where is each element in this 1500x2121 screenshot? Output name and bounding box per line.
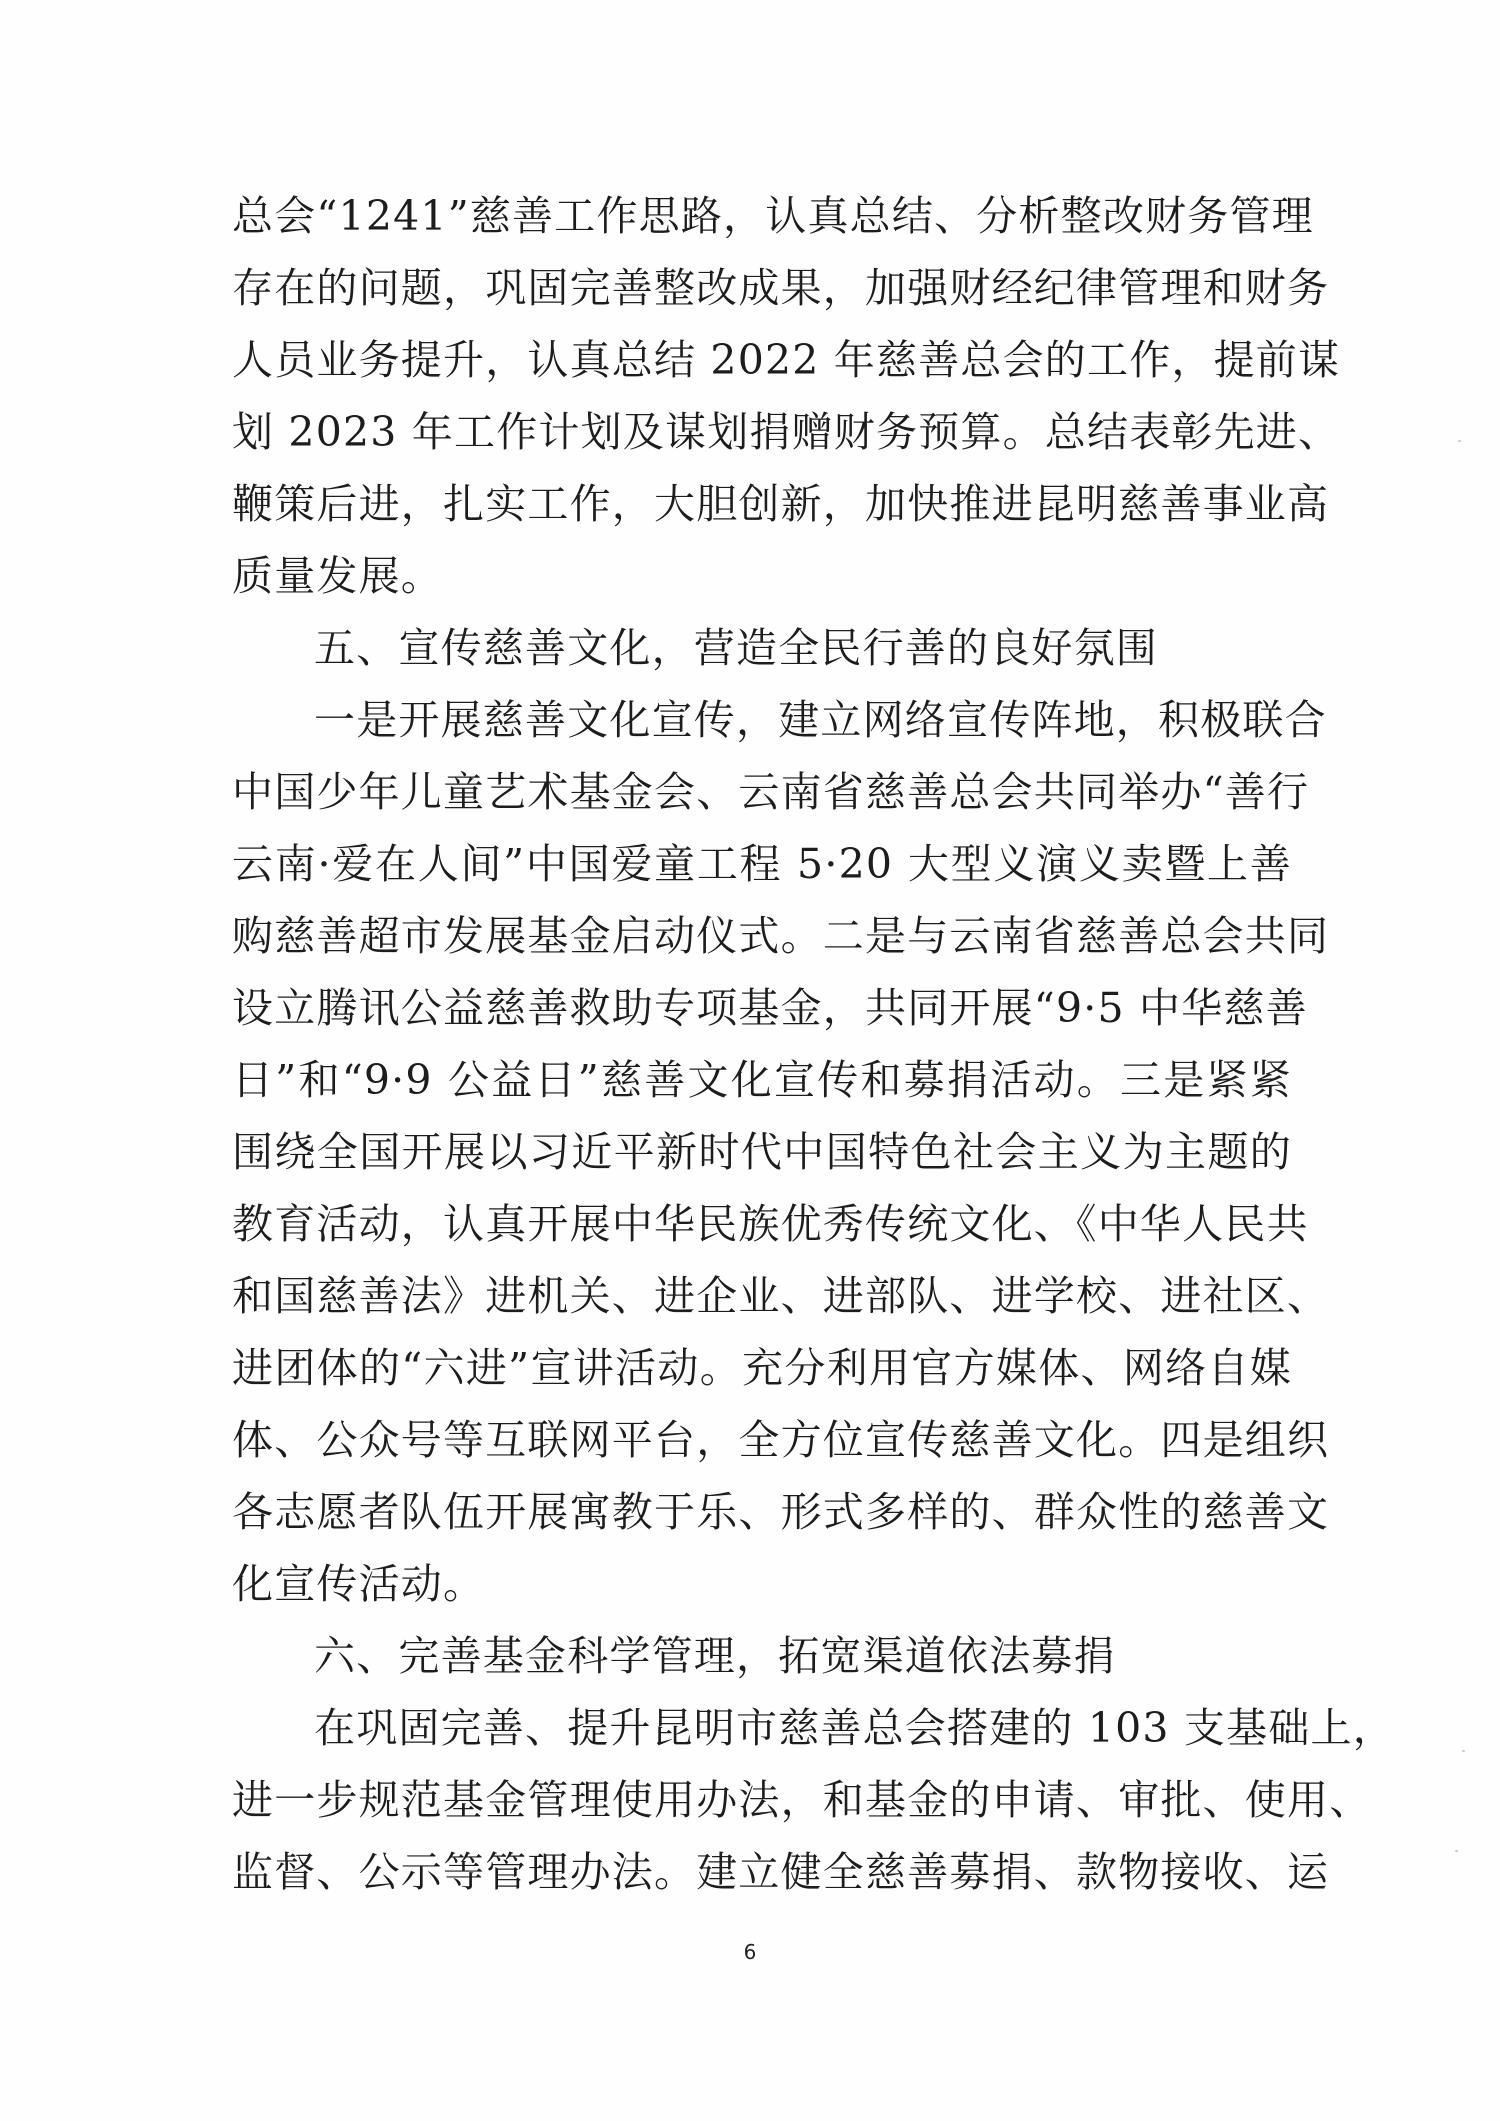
page-number: 6 — [743, 1940, 757, 1964]
text-line: 划 2023 年工作计划及谋划捐赠财务预算。总结表彰先进、 — [232, 408, 1341, 456]
text-line: 鞭策后进，扎实工作，大胆创新，加快推进昆明慈善事业高 — [232, 480, 1330, 528]
scan-speck — [1462, 1750, 1465, 1752]
text-line: 一是开展慈善文化宣传，建立网络宣传阵地，积极联合 — [314, 696, 1327, 744]
text-line: 存在的问题，巩固完善整改成果，加强财经纪律管理和财务 — [232, 264, 1330, 312]
scan-speck — [1455, 1850, 1458, 1852]
text-line: 化宣传活动。 — [232, 1560, 486, 1608]
text-line: 体、公众号等互联网平台，全方位宣传慈善文化。四是组织 — [232, 1416, 1330, 1464]
text-line: 设立腾讯公益慈善救助专项基金，共同开展“9·5 中华慈善 — [232, 984, 1308, 1032]
text-line: 进团体的“六进”宣讲活动。充分利用官方媒体、网络自媒 — [232, 1344, 1292, 1392]
text-line: 围绕全国开展以习近平新时代中国特色社会主义为主题的 — [232, 1128, 1292, 1176]
text-line: 人员业务提升，认真总结 2022 年慈善总会的工作，提前谋 — [232, 336, 1341, 384]
text-line: 总会“1241”慈善工作思路，认真总结、分析整改财务管理 — [232, 192, 1314, 240]
section-heading: 五、宣传慈善文化，营造全民行善的良好氛围 — [314, 624, 1158, 672]
scan-speck — [1458, 440, 1461, 442]
text-line: 进一步规范基金管理使用办法，和基金的申请、审批、使用、 — [232, 1776, 1372, 1824]
text-line: 云南·爱在人间”中国爱童工程 5·20 大型义演义卖暨上善 — [232, 840, 1292, 888]
text-line: 在巩固完善、提升昆明市慈善总会搭建的 103 支基础上， — [314, 1704, 1395, 1752]
text-line: 各志愿者队伍开展寓教于乐、形式多样的、群众性的慈善文 — [232, 1488, 1330, 1536]
text-line: 日”和“9·9 公益日”慈善文化宣传和募捐活动。三是紧紧 — [232, 1056, 1292, 1104]
text-line: 购慈善超市发展基金启动仪式。二是与云南省慈善总会共同 — [232, 912, 1330, 960]
text-line: 质量发展。 — [232, 552, 443, 600]
text-line: 和国慈善法》进机关、进企业、进部队、进学校、进社区、 — [232, 1272, 1330, 1320]
text-line: 中国少年儿童艺术基金会、云南省慈善总会共同举办“善行 — [232, 768, 1310, 816]
text-line: 监督、公示等管理办法。建立健全慈善募捐、款物接收、运 — [232, 1848, 1330, 1896]
text-line: 教育活动，认真开展中华民族优秀传统文化、《中华人民共 — [232, 1200, 1309, 1248]
section-heading: 六、完善基金科学管理，拓宽渠道依法募捐 — [314, 1632, 1116, 1680]
